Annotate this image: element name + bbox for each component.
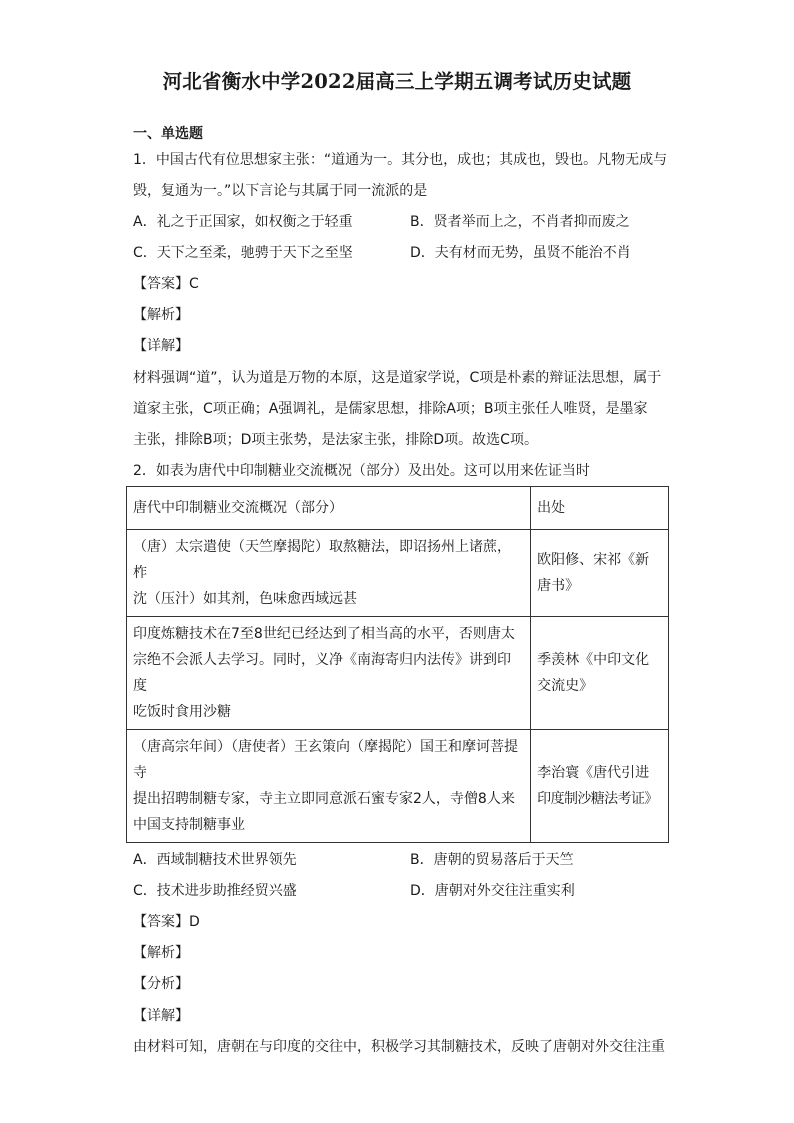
q2-analysis2-heading: 【分析】: [133, 976, 189, 992]
table-cell-content: [127, 617, 531, 730]
cell-line: （唐）太宗遣使（天竺摩揭陀）取熬糖法，即诏扬州上诸蔗，柞: [133, 539, 511, 581]
q2-option-d: D．唐朝对外交往注重实利: [410, 883, 575, 899]
q1-explanation-line2: 道家主张，C项正确；A强调礼，是儒家思想，排除A项；B项主张任人唯贤，是墨家: [133, 401, 648, 417]
cell-line: 吃饭时食用沙糖: [133, 704, 231, 720]
page-title: 河北省衡水中学2022届高三上学期五调考试历史试题: [162, 70, 632, 93]
table-cell-source: [531, 530, 669, 617]
table-header-source: 出处: [531, 487, 669, 530]
q2-answer: 【答案】D: [133, 914, 200, 930]
table-row: [127, 617, 669, 730]
q1-stem-line2: 毁，复通为一。”以下言论与其属于同一流派的是: [133, 183, 428, 199]
q2-option-b: B．唐朝的贸易落后于天竺: [410, 852, 574, 868]
q1-option-a: A．礼之于正国家，如权衡之于轻重: [133, 214, 353, 230]
q1-analysis-heading: 【解析】: [133, 307, 189, 323]
q1-answer: 【答案】C: [133, 276, 199, 292]
table-header-row: [127, 487, 669, 530]
cell-line: 季羡林《中印文化: [537, 652, 650, 668]
q2-detail-heading: 【详解】: [133, 1008, 189, 1024]
cell-line: 中国支持制糖事业: [133, 817, 245, 833]
q1-detail-heading: 【详解】: [133, 338, 189, 354]
cell-line: 印度制沙糖法考证》: [537, 791, 658, 807]
sugar-exchange-table: [126, 486, 669, 843]
cell-line: 唐书》: [537, 578, 580, 594]
cell-line: 印度炼糖技术在7至8世纪已经达到了相当高的水平，否则唐太: [133, 626, 515, 642]
section-heading: 一、单选题: [133, 126, 203, 142]
q2-stem: 2．如表为唐代中印制糖业交流概况（部分）及出处。这可以用来佐证当时: [133, 463, 590, 479]
table-row: [127, 530, 669, 617]
table-cell-content: [127, 730, 531, 843]
q2-explanation-line1: 由材料可知，唐朝在与印度的交往中，积极学习其制糖技术，反映了唐朝对外交往注重: [133, 1039, 665, 1055]
table-header-content: 唐代中印制糖业交流概况（部分）: [127, 487, 531, 530]
q1-option-b: B．贤者举而上之，不肖者抑而废之: [410, 214, 630, 230]
q1-explanation-line3: 主张，排除B项；D项主张势，是法家主张，排除D项。故选C项。: [133, 432, 538, 448]
q1-stem-line1: 1．中国古代有位思想家主张：“道通为一。其分也，成也；其成也，毁也。凡物无成与: [133, 152, 668, 168]
table-cell-content: [127, 530, 531, 617]
cell-line: 欧阳修、宋祁《新: [537, 552, 650, 568]
cell-line: 沈（压汁）如其剂，色味愈西域远甚: [133, 591, 357, 607]
cell-line: 提出招聘制糖专家，寺主立即同意派石蜜专家2人，寺僧8人来: [133, 791, 515, 807]
table-row: [127, 730, 669, 843]
cell-line: 交流史》: [537, 678, 594, 694]
cell-line: 宗绝不会派人去学习。同时，义净《南海寄归内法传》讲到印度: [133, 652, 511, 694]
cell-line: （唐高宗年间）（唐使者）王玄策向（摩揭陀）国王和摩诃菩提寺: [133, 739, 518, 781]
q2-analysis-heading: 【解析】: [133, 945, 189, 961]
q2-option-a: A．西域制糖技术世界领先: [133, 852, 297, 868]
q1-option-c: C．天下之至柔，驰骋于天下之至坚: [133, 245, 353, 261]
q2-option-c: C．技术进步助推经贸兴盛: [133, 883, 297, 899]
q1-explanation-line1: 材料强调“道”，认为道是万物的本原，这是道家学说，C项是朴素的辩证法思想，属于: [133, 370, 662, 386]
table-cell-source: [531, 730, 669, 843]
cell-line: 李治寰《唐代引进: [537, 765, 650, 781]
table-cell-source: [531, 617, 669, 730]
q1-option-d: D．夫有材而无势，虽贤不能治不肖: [410, 245, 631, 261]
